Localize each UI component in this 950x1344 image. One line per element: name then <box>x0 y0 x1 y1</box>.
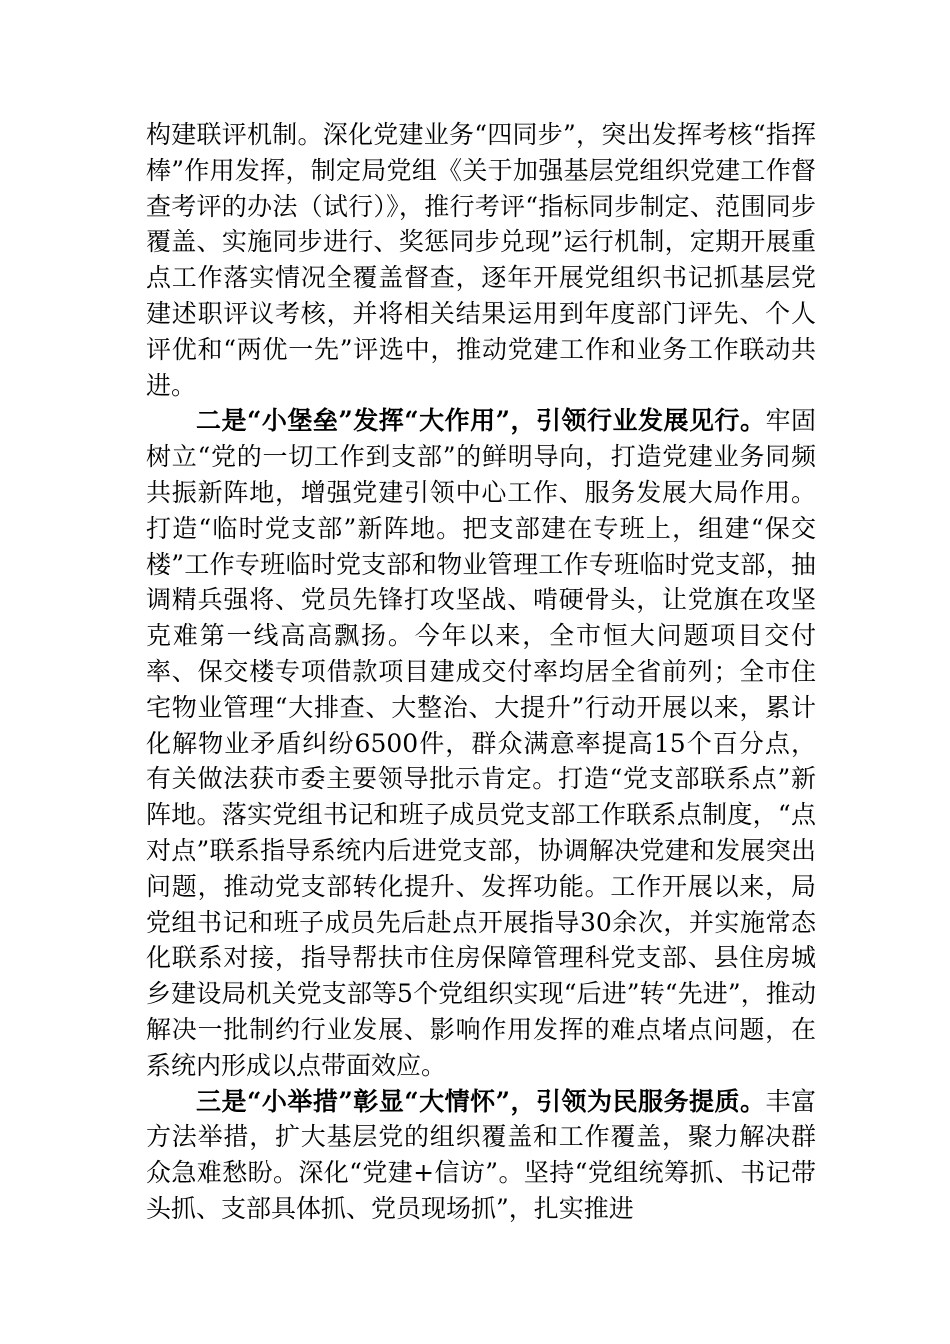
paragraph-3-lead: 三是“小举措”彰显“大情怀”，引领为民服务提质。 <box>196 1086 766 1116</box>
document-body <box>146 117 816 1227</box>
paragraph-2 <box>146 403 816 1083</box>
paragraph-3 <box>146 1084 816 1227</box>
paragraph-1-body: 构建联评机制。深化党建业务“四同步”，突出发挥考核“指挥棒”作用发挥，制定局党组《关于加强基层党组织党建工作督查考评的办法（试行）》，推行考评“指标同步制定、范围同步覆盖、实施同步进行、奖惩同步兑现”运行机制，定期开展重点工作落实情况全覆盖督查，逐年开展党组织书记抓基层党建述职评议考核，并将相关结果运用到年度部门评先、个人评优和“两优一先”评选中，推动党建工作和业务工作联动共进。 <box>146 120 816 400</box>
paragraph-1 <box>146 117 816 403</box>
paragraph-2-body: 牢固树立“党的一切工作到支部”的鲜明导向，打造党建业务同频共振新阵地，增强党建引领中心工作、服务发展大局作用。打造“临时党支部”新阵地。把支部建在专班上，组建“保交楼”工作专班临时党支部和物业管理工作专班临时党支部，抽调精兵强将、党员先锋打攻坚战、啃硬骨头，让党旗在攻坚克难第一线高高飘扬。今年以来，全市恒大问题项目交付率、保交楼专项借款项目建成交付率均居全省前列；全市住宅物业管理“大排查、大整治、大提升”行动开展以来，累计化解物业矛盾纠纷6500件，群众满意率提高15个百分点，有关做法获市委主要领导批示肯定。打造“党支部联系点”新阵地。落实党组书记和班子成员党支部工作联系点制度，“点对点”联系指导系统内后进党支部，协调解决党建和发展突出问题，推动党支部转化提升、发挥功能。工作开展以来，局党组书记和班子成员先后赴点开展指导30余次，并实施常态化联系对接，指导帮扶市住房保障管理科党支部、县住房城乡建设局机关党支部等5个党组织实现“后进”转“先进”，推动解决一批制约行业发展、影响作用发挥的难点堵点问题，在系统内形成以点带面效应。 <box>146 406 816 1080</box>
paragraph-3-body: 丰富方法举措，扩大基层党的组织覆盖和工作覆盖，聚力解决群众急难愁盼。深化“党建+信访”。坚持“党组统筹抓、书记带头抓、支部具体抓、党员现场抓”，扎实推进 <box>146 1086 816 1223</box>
paragraph-2-lead: 二是“小堡垒”发挥“大作用”，引领行业发展见行。 <box>196 406 766 436</box>
